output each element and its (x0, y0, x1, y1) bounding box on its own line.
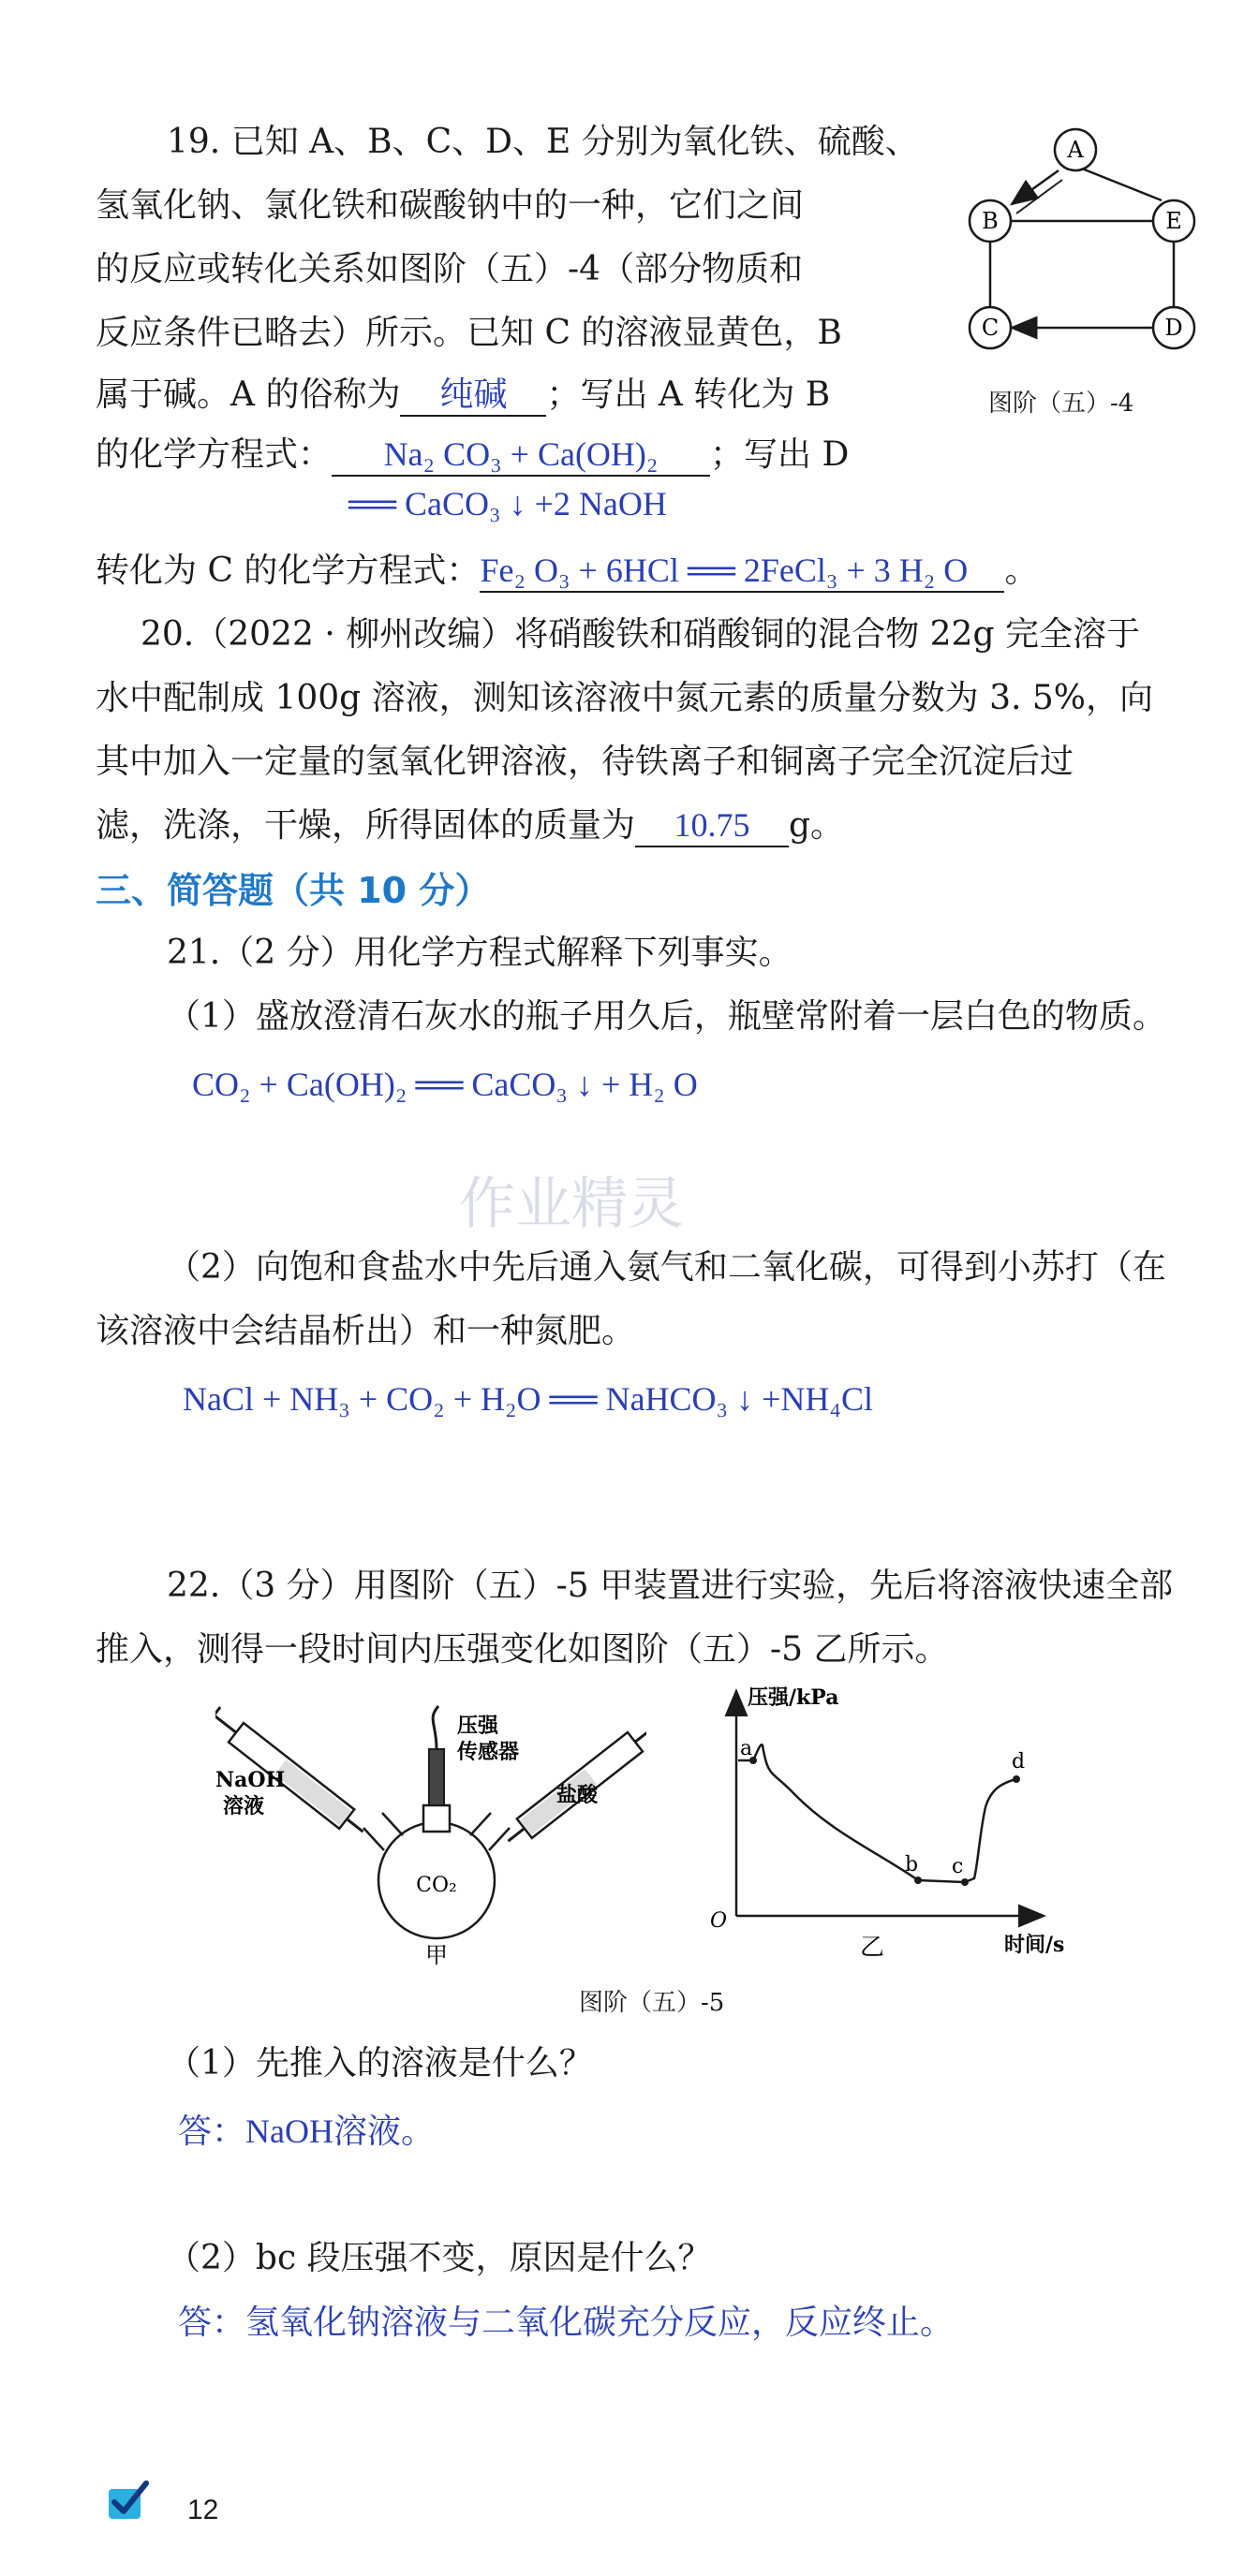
hcl-label: 盐酸 (556, 1783, 599, 1807)
q20-line4-text-b: g。 (789, 806, 845, 845)
flask-neck-middle (423, 1805, 450, 1832)
sensor-label-line2: 传感器 (457, 1740, 520, 1764)
origin-label: O (710, 1909, 728, 1933)
figure-yi-label: 乙 (860, 1934, 885, 1962)
pressure-curve (738, 1744, 1016, 1882)
node-e-label: E (1165, 208, 1182, 234)
point-b-dot (914, 1877, 922, 1884)
pressure-time-graph-yi (693, 1676, 1087, 1966)
flask-neck-right-inner (470, 1813, 491, 1835)
q19-line5 (96, 373, 830, 418)
node-c-label: C (981, 315, 1000, 341)
q19-answer-eq-a-to-b-part1: Na₂ CO₃ + Ca(OH)₂ (332, 434, 710, 477)
y-axis-label: 压强/kPa (748, 1685, 839, 1710)
figure-caption-5-5: 图阶（五）-5 (579, 1989, 725, 2017)
figure-caption-5-4: 图阶（五）-4 (988, 390, 1134, 418)
q19-line7-text-a: 转化为 C 的化学方程式： (96, 552, 481, 590)
q20-line4 (96, 803, 844, 848)
q19-line7 (96, 549, 1038, 594)
q22-line2: 推入，测得一段时间内压强变化如图阶（五）-5 乙所示。 (96, 1630, 949, 1669)
edge-a-e (1077, 167, 1162, 200)
q19-answer-eq-a-to-b-part2: ══ CaCO₃ ↓ +2 NaOH (348, 485, 667, 523)
q22-question2: （2）bc 段压强不变，原因是什么？ (167, 2239, 712, 2277)
point-d-dot (1013, 1775, 1020, 1783)
apparatus-figure-jia (215, 1685, 646, 1966)
q20-line2: 水中配制成 100g 溶液，测知该溶液中氮元素的质量分数为 3. 5%，向 (96, 679, 1153, 717)
q19-line6-text-b: ；写出 D (710, 435, 850, 474)
point-d-label: d (1012, 1750, 1026, 1774)
flask-neck-left-inner (382, 1813, 403, 1835)
node-d-label: D (1164, 315, 1183, 341)
q19-line7-text-b: 。 (1004, 552, 1039, 590)
pressure-sensor-cable (433, 1706, 438, 1749)
section-title: 三、简答题（共 10 分） (96, 870, 491, 911)
q21-part2-line2: 该溶液中会结晶析出）和一种氮肥。 (96, 1312, 636, 1350)
watermark: 作业精灵 (459, 1171, 684, 1237)
q19-line6 (96, 433, 849, 478)
node-a-label: A (1067, 137, 1084, 163)
q22-answer1: 答：NaOH溶液。 (178, 2112, 435, 2150)
q21-part2-line1: （2）向饱和食盐水中先后通入氨气和二氧化碳，可得到小苏打（在 (167, 1248, 1166, 1287)
q19-line1: 19. 已知 A、B、C、D、E 分别为氧化铁、硫酸、 (167, 123, 919, 161)
q22-line1: 22.（3 分）用图阶（五）-5 甲装置进行实验，先后将溶液快速全部 (167, 1567, 1174, 1605)
q22-answer2: 答：氢氧化钠溶液与二氧化碳充分反应，反应终止。 (178, 2304, 955, 2341)
q19-relation-diagram (946, 112, 1227, 375)
page-number: 12 (187, 2495, 219, 2525)
point-b-label: b (905, 1853, 919, 1877)
q19-line4: 反应条件已略去）所示。已知 C 的溶液显黄色，B (96, 314, 842, 352)
q19-answer-eq-d-to-c: Fe₂ O₃ + 6HCl ══ 2FeCl₃ + 3 H₂ O (480, 550, 1004, 593)
q19-line5-text-a: 属于碱。A 的俗称为 (96, 375, 401, 414)
pressure-sensor-probe (429, 1749, 444, 1805)
q21-answer1: CO₂ + Ca(OH)₂ ══ CaCO₃ ↓ + H₂ O (192, 1066, 698, 1103)
q19-answer-common-name: 纯碱 (400, 374, 546, 417)
q20-line3: 其中加入一定量的氢氧化钾溶液，待铁离子和铜离子完全沉淀后过 (96, 743, 1074, 781)
figure-jia-label: 甲 (425, 1942, 448, 1966)
q20-line4-text-a: 滤，洗涤，干燥，所得固体的质量为 (96, 806, 636, 845)
sensor-label-line1: 压强 (457, 1714, 499, 1738)
x-axis-label: 时间/s (1004, 1933, 1065, 1957)
q20-line1: 20.（2022 · 柳州改编）将硝酸铁和硝酸铜的混合物 22g 完全溶于 (141, 615, 1140, 654)
flask-content-label: CO₂ (416, 1874, 457, 1897)
q21-stem: 21.（2 分）用化学方程式解释下列事实。 (167, 934, 792, 972)
point-c-dot (961, 1878, 969, 1886)
q19-line5-text-b: ；写出 A 转化为 B (546, 375, 831, 414)
point-c-label: c (952, 1855, 964, 1878)
flask-neck-left (363, 1828, 384, 1850)
checkbox-check-icon (105, 2480, 152, 2523)
q20-answer-mass: 10.75 (635, 804, 789, 847)
flask-neck-right (489, 1828, 510, 1850)
q19-line6-text-a: 的化学方程式： (96, 435, 333, 474)
q19-line2: 氢氧化钠、氯化铁和碳酸钠中的一种，它们之间 (96, 186, 805, 225)
naoh-label-line1: NaOH (215, 1768, 286, 1792)
naoh-label-line2: 溶液 (223, 1794, 265, 1818)
node-b-label: B (982, 208, 999, 234)
q21-answer2: NaCl + NH₃ + CO₂ + H₂O ══ NaHCO₃ ↓ +NH₄Cl (183, 1380, 873, 1418)
q19-line3: 的反应或转化关系如图阶（五）-4（部分物质和 (96, 250, 804, 288)
q21-part1: （1）盛放澄清石灰水的瓶子用久后，瓶壁常附着一层白色的物质。 (167, 997, 1166, 1036)
point-a-label: a (740, 1737, 753, 1760)
q22-question1: （1）先推入的溶液是什么？ (167, 2044, 593, 2083)
